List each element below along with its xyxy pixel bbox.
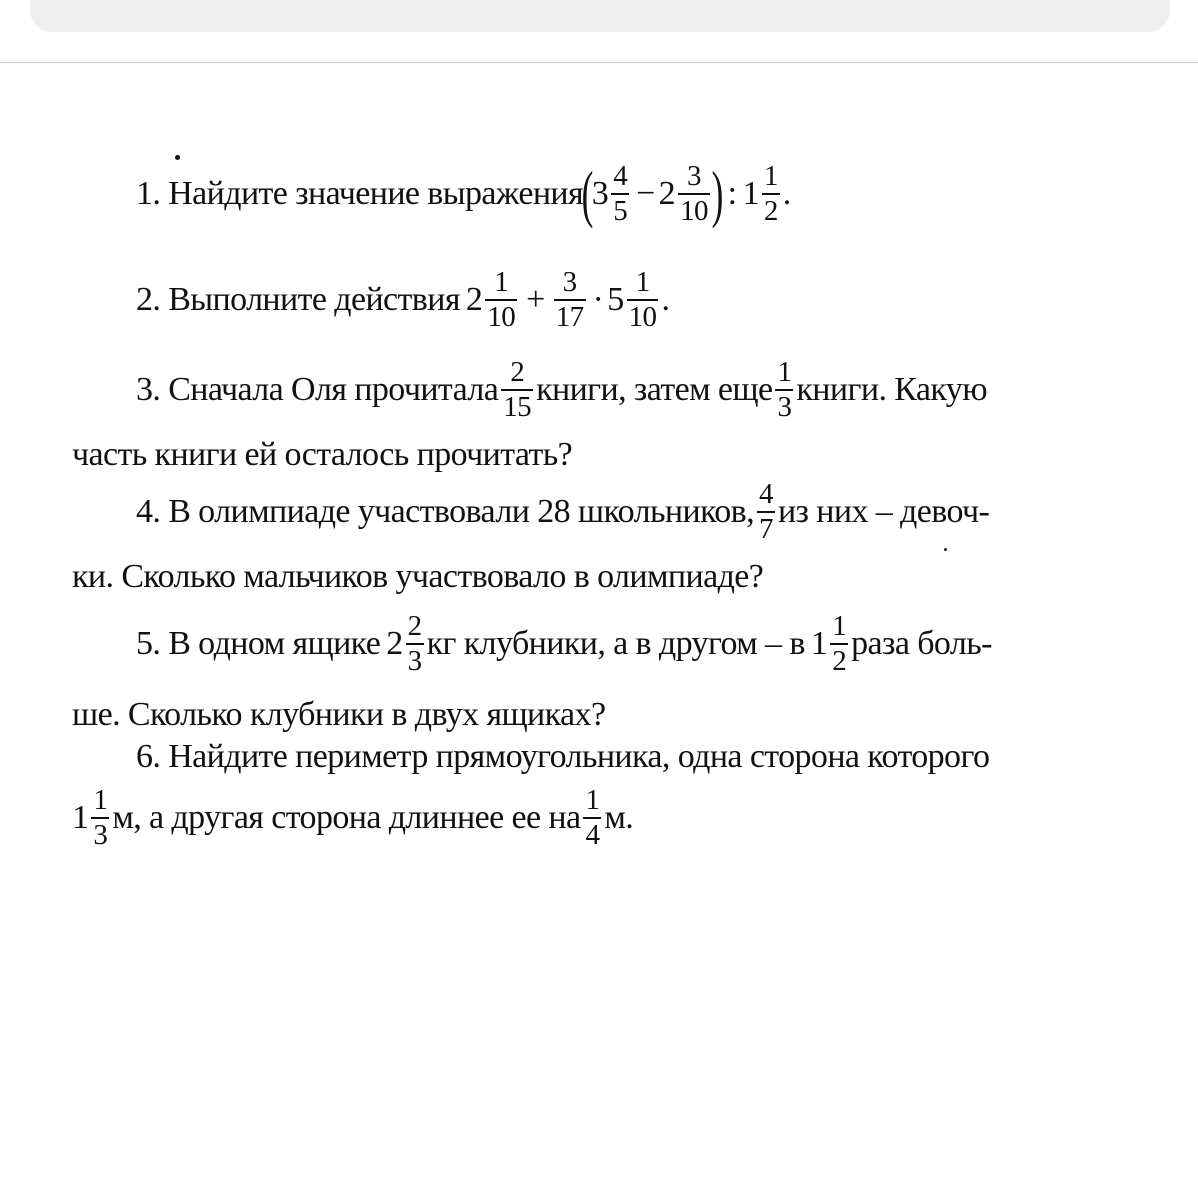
problem-4-text: ки. Сколько мальчиков участвовало в олимпиаде?	[72, 558, 764, 595]
problem-1	[136, 158, 791, 229]
denominator: 3	[777, 391, 792, 423]
problem-5-line-2	[72, 696, 605, 734]
problem-3-text: часть книги ей осталось прочитать?	[72, 436, 573, 473]
problem-5-text: ше. Сколько клубники в двух ящиках?	[72, 696, 606, 733]
problem-6-text: 6. Найдите периметр прямоугольника, одна сторона которого	[136, 738, 990, 775]
numerator: 1	[585, 784, 600, 816]
problem-4-line-2	[72, 558, 763, 596]
denominator: 2	[763, 195, 778, 227]
fraction	[830, 612, 848, 676]
fraction	[485, 268, 517, 332]
problem-3-line-1	[136, 358, 987, 422]
numerator: 1	[93, 784, 108, 816]
minus-sign: −	[636, 175, 655, 212]
numerator: 1	[763, 160, 778, 192]
close-paren: )	[711, 158, 723, 229]
fraction	[583, 786, 601, 850]
denominator: 5	[613, 195, 628, 227]
numerator: 1	[832, 610, 847, 642]
numerator: 3	[562, 266, 577, 298]
problem-5-text: раза боль-	[851, 625, 992, 662]
numerator: 1	[777, 356, 792, 388]
denominator: 7	[759, 513, 773, 545]
numerator: 2	[407, 610, 422, 642]
problem-3-text: 3. Сначала Оля прочитала	[136, 371, 499, 408]
problem-6-line-2	[72, 786, 633, 850]
whole-number: 1	[72, 799, 89, 836]
denominator: 10	[628, 301, 657, 333]
search-bar[interactable]	[30, 0, 1170, 32]
problem-2	[136, 268, 669, 332]
denominator: 3	[407, 645, 422, 677]
denominator: 15	[503, 391, 532, 423]
fraction	[406, 612, 424, 676]
fraction	[554, 268, 586, 332]
problem-3-line-2	[72, 436, 572, 474]
problem-5-text: кг клубники, а в другом – в	[426, 625, 805, 662]
whole-number: 1	[810, 625, 828, 662]
problem-4-text: из них – девоч-	[777, 493, 990, 530]
fraction	[91, 786, 109, 850]
problem-4-line-1	[136, 480, 989, 544]
problem-2-text: 2. Выполните действия	[136, 281, 460, 318]
numerator: 1	[494, 266, 509, 298]
problem-3-text: книги. Какую	[796, 371, 987, 408]
denominator: 17	[555, 301, 584, 333]
stray-mark	[944, 548, 947, 551]
numerator: 1	[635, 266, 650, 298]
period: .	[782, 175, 791, 212]
whole-number: 3	[591, 175, 609, 212]
problem-6-line-1	[136, 738, 989, 776]
denominator: 4	[585, 819, 600, 851]
division-sign: :	[727, 175, 737, 212]
multiply-dot: ·	[592, 281, 604, 318]
whole-number: 2	[465, 281, 483, 318]
fraction	[627, 268, 659, 332]
problem-5-line-1	[136, 612, 992, 676]
problem-6-text: м.	[604, 799, 634, 836]
plus-sign: +	[526, 281, 545, 318]
stray-mark	[175, 155, 180, 160]
fraction	[611, 162, 629, 226]
numerator: 4	[759, 478, 773, 510]
denominator: 3	[93, 819, 108, 851]
period: .	[661, 281, 670, 318]
whole-number: 2	[386, 625, 403, 662]
fraction	[757, 480, 775, 544]
problem-5-text: 5. В одном ящике	[136, 625, 381, 662]
fraction	[775, 358, 793, 422]
numerator: 2	[510, 356, 525, 388]
whole-number: 2	[658, 175, 676, 212]
numerator: 4	[613, 160, 628, 192]
numerator: 3	[687, 160, 701, 192]
whole-number: 1	[742, 175, 759, 212]
problem-1-text: 1. Найдите значение выражения	[136, 175, 584, 212]
fraction	[501, 358, 533, 422]
open-paren: (	[581, 158, 594, 229]
browser-top-bar	[0, 0, 1198, 63]
fraction	[678, 162, 710, 226]
denominator: 2	[832, 645, 847, 677]
problem-3-text: книги, затем еще	[536, 371, 773, 408]
problem-4-text: 4. В олимпиаде участвовали 28 школьников,	[136, 493, 755, 530]
denominator: 10	[487, 301, 516, 333]
whole-number: 5	[607, 281, 624, 318]
denominator: 10	[680, 195, 708, 227]
fraction	[762, 162, 780, 226]
problem-6-text: м, а другая сторона длиннее ее на	[112, 799, 581, 836]
